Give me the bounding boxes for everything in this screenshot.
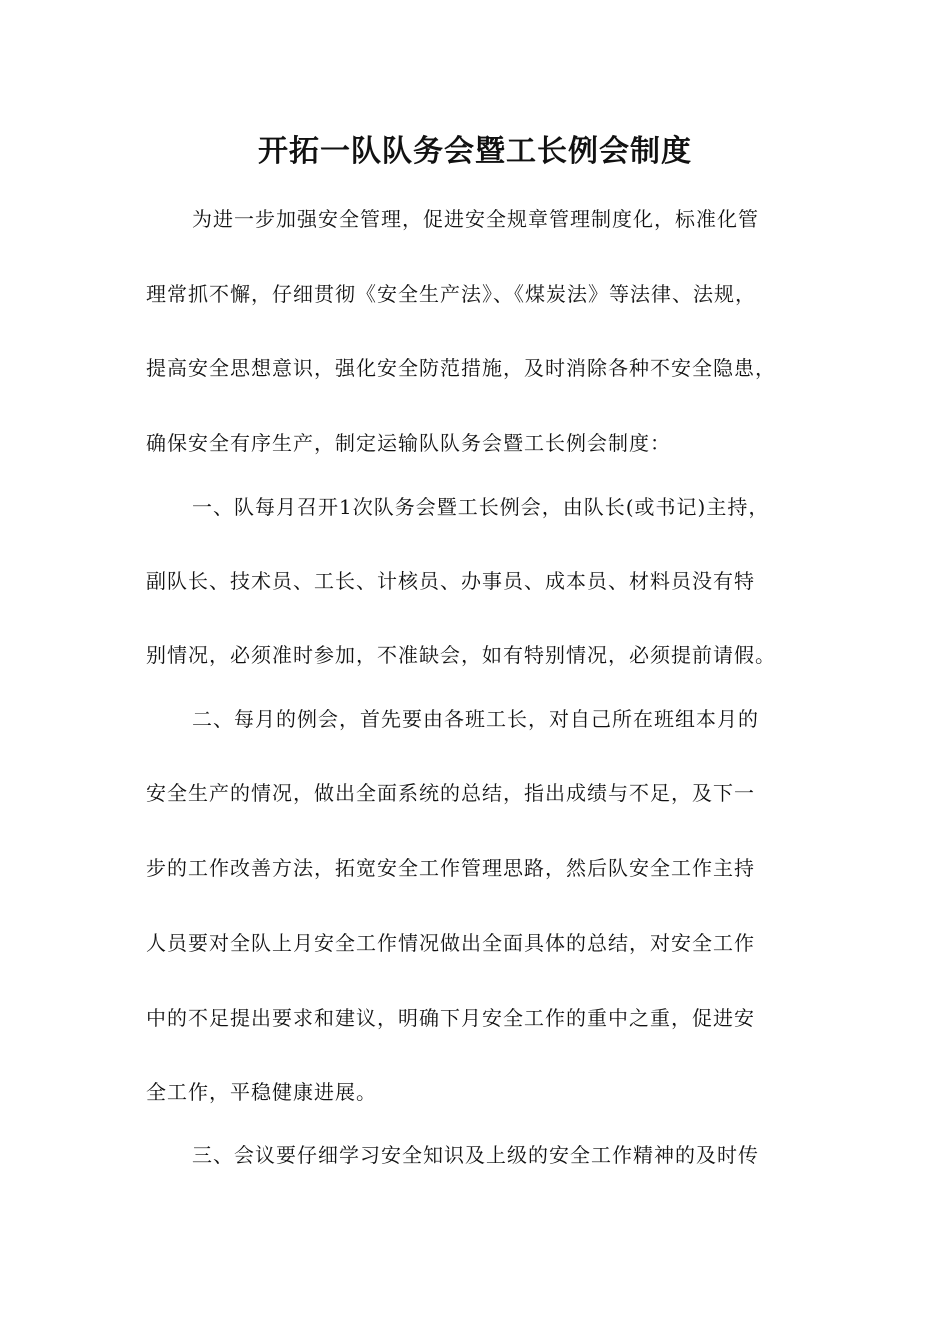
document-title: 开拓一队队务会暨工长例会制度 bbox=[258, 134, 692, 169]
text-line: 理常抓不懈，仔细贯彻《安全生产法》、《煤炭法》等法律、法规， bbox=[146, 282, 756, 306]
text-line: 安全生产的情况，做出全面系统的总结，指出成绩与不足，及下一 bbox=[146, 781, 755, 805]
text-line: 三、会议要仔细学习安全知识及上级的安全工作精神的及时传 bbox=[192, 1143, 759, 1167]
text-line: 副队长、技术员、工长、计核员、办事员、成本员、材料员没有特 bbox=[146, 569, 755, 593]
text-line: 一、队每月召开1次队务会暨工长例会，由队长(或书记)主持， bbox=[192, 495, 770, 519]
text-line: 中的不足提出要求和建议，明确下月安全工作的重中之重，促进安 bbox=[146, 1006, 755, 1030]
text-line: 别情况，必须准时参加，不准缺会，如有特别情况，必须提前请假。 bbox=[146, 643, 776, 667]
text-line: 确保安全有序生产，制定运输队队务会暨工长例会制度： bbox=[146, 431, 671, 455]
text-line: 二、每月的例会，首先要由各班工长，对自己所在班组本月的 bbox=[192, 707, 759, 731]
text-line: 步的工作改善方法，拓宽安全工作管理思路，然后队安全工作主持 bbox=[146, 856, 755, 880]
text-line: 提高安全思想意识，强化安全防范措施，及时消除各种不安全隐患， bbox=[146, 356, 776, 380]
text-line: 人员要对全队上月安全工作情况做出全面具体的总结，对安全工作 bbox=[146, 931, 755, 955]
text-line: 为进一步加强安全管理，促进安全规章管理制度化，标准化管 bbox=[192, 207, 759, 231]
text-line: 全工作，平稳健康进展。 bbox=[146, 1080, 377, 1104]
